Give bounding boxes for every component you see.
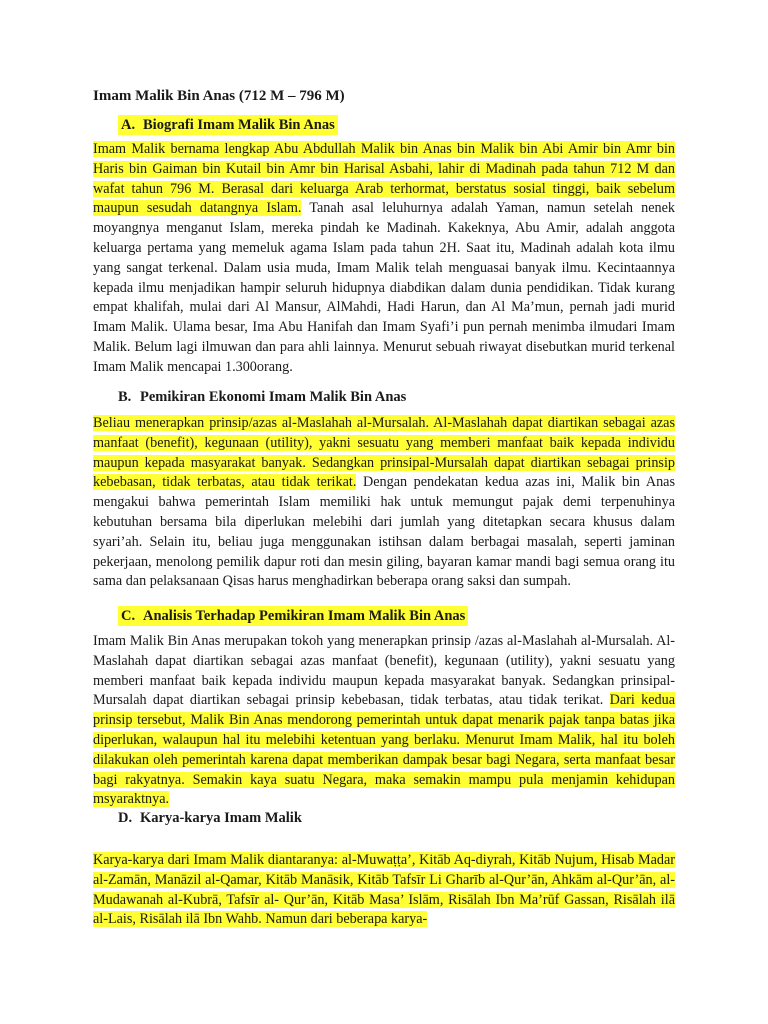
highlighted-text: Karya-karya dari Imam Malik diantaranya: al-Muwaṭṭa’, Kitāb Aq-diyrah, Kitāb Nujum, Hisab Madar al-Zamān, Manāzil al-Qamar, Kitāb Manāsik, Kitāb Tafsīr Li Gharīb al-Qur’ān, Ahkām al-Qur’ān, al-Mudawanah al-Kubrā, Tafsīr al- Qur’ān, Kitāb Masa’ Islām, Risālah Ibn Ma’rūf Gassan, Risālah ilā al-Lais, Risālah ilā Ibn Wahb. Namun dari beberapa karya- (93, 852, 675, 928)
highlighted-text: Imam Malik bernama lengkap Abu Abdullah Malik bin Anas bin Malik bin Abi Amir bin Amr bin Haris bin Gaiman bin Kutail bin Amr bin Harisal Asbahi, lahir di Madinah pada tahun 712 M dan wafat tahun 796 M. Berasal dari keluarga Arab terhormat, berstatus sosial tinggi, baik sebelum maupun sesudah datangnya Islam. (93, 141, 675, 217)
section-letter: D. (118, 810, 133, 826)
section-heading-text: Karya-karya Imam Malik (140, 810, 302, 826)
section-d-paragraph (93, 851, 675, 930)
section-heading-a (118, 115, 338, 135)
section-letter: C. (121, 608, 136, 624)
section-heading-text: Analisis Terhadap Pemikiran Imam Malik Bin Anas (143, 608, 466, 624)
paragraph-text: Tanah asal leluhurnya adalah Yaman, namun setelah nenek moyangnya menganut Islam, mereka pindah ke Madinah. Kakeknya, Abu Amir, adalah anggota keluarga pertama yang memeluk agama Islam pada tahun 2H. Saat itu, Madinah adalah kota ilmu yang sangat terkenal. Dalam usia muda, Imam Malik telah menguasai banyak ilmu. Kecintaannya kepada ilmu menjadikan hampir seluruh hidupnya diabdikan dalam dunia pendidikan. Tidak kurang empat khalifah, mulai dari Al Mansur, AlMahdi, Hadi Harun, dan Al Ma’mun, pernah jadi murid Imam Malik. Ulama besar, Ima Abu Hanifah dan Imam Syafi’i pun pernah menimba ilmudari Imam Malik. Belum lagi ilmuwan dan para ahli lainnya. Menurut sebuah riwayat disebutkan murid terkenal Imam Malik mencapai 1.300orang. (93, 200, 675, 375)
document-title: Imam Malik Bin Anas (712 M – 796 M) (93, 88, 345, 104)
section-letter: B. (118, 389, 132, 405)
section-heading-b (118, 387, 406, 407)
section-heading-text: Pemikiran Ekonomi Imam Malik Bin Anas (140, 389, 407, 405)
section-letter: A. (121, 117, 136, 133)
section-b-paragraph (93, 414, 675, 592)
section-heading-d (118, 808, 302, 828)
section-a-paragraph (93, 140, 675, 378)
paragraph-text: Dengan pendekatan kedua azas ini, Malik bin Anas mengakui bahwa pemerintah Islam memiliki hak untuk memungut pajak demi terpenuhinya kebutuhan bersama bila diperlukan melebihi dari jumlah yang ditetapkan secara khusus dalam syari’ah. Selain itu, beliau juga menggunakan istihsan dalam berbagai masalah, seperti jaminan pekerjaan, menolong pemilik dapur roti dan mesin giling, bayaran kamar mandi bagi semua orang itu sama dan pelaksanaan Qisas harus menghadirkan beberapa orang saksi dan sumpah. (93, 474, 675, 590)
section-heading-c-box (118, 606, 468, 626)
section-heading-a-box (118, 115, 338, 135)
section-heading-c (118, 606, 468, 626)
section-c-paragraph (93, 632, 675, 810)
section-heading-text: Biografi Imam Malik Bin Anas (143, 117, 335, 133)
paragraph-text: Imam Malik Bin Anas merupakan tokoh yang menerapkan prinsip /azas al-Maslahah al-Mursalah. Al- Maslahah dapat diartikan sebagai azas manfaat (benefit), kegunaan (utility), yakni sesuatu yang memberi manfaat baik kepada individu maupun kepada masyarakat banyak. Sedangkan prinsipal-Mursalah dapat diartikan sebagai prinsip kebebasan, tidak terbatas, atau tidak terikat. (93, 633, 675, 709)
highlighted-text: Dari kedua prinsip tersebut, Malik Bin Anas mendorong pemerintah untuk dapat menarik pajak tanpa batas jika diperlukan, walaupun hal itu melebihi ketentuan yang berlaku. Menurut Imam Malik, hal itu boleh dilakukan oleh pemerintah karena dapat memberikan dampak besar bagi Negara, serta manfaat besar bagi rakyatnya. Semakin kaya suatu Negara, maka semakin mampu pula menjamin kehidupan msyaraktnya. (93, 692, 675, 808)
highlighted-text: Beliau menerapkan prinsip/azas al-Maslahah al-Mursalah. Al-Maslahah dapat diartikan sebagai azas manfaat (benefit), kegunaan (utility), yakni sesuatu yang memberi manfaat baik kepada individu maupun kepada masyarakat banyak. Sedangkan prinsipal-Mursalah dapat diartikan sebagai prinsip kebebasan, tidak terbatas, atau tidak terikat. (93, 415, 675, 491)
